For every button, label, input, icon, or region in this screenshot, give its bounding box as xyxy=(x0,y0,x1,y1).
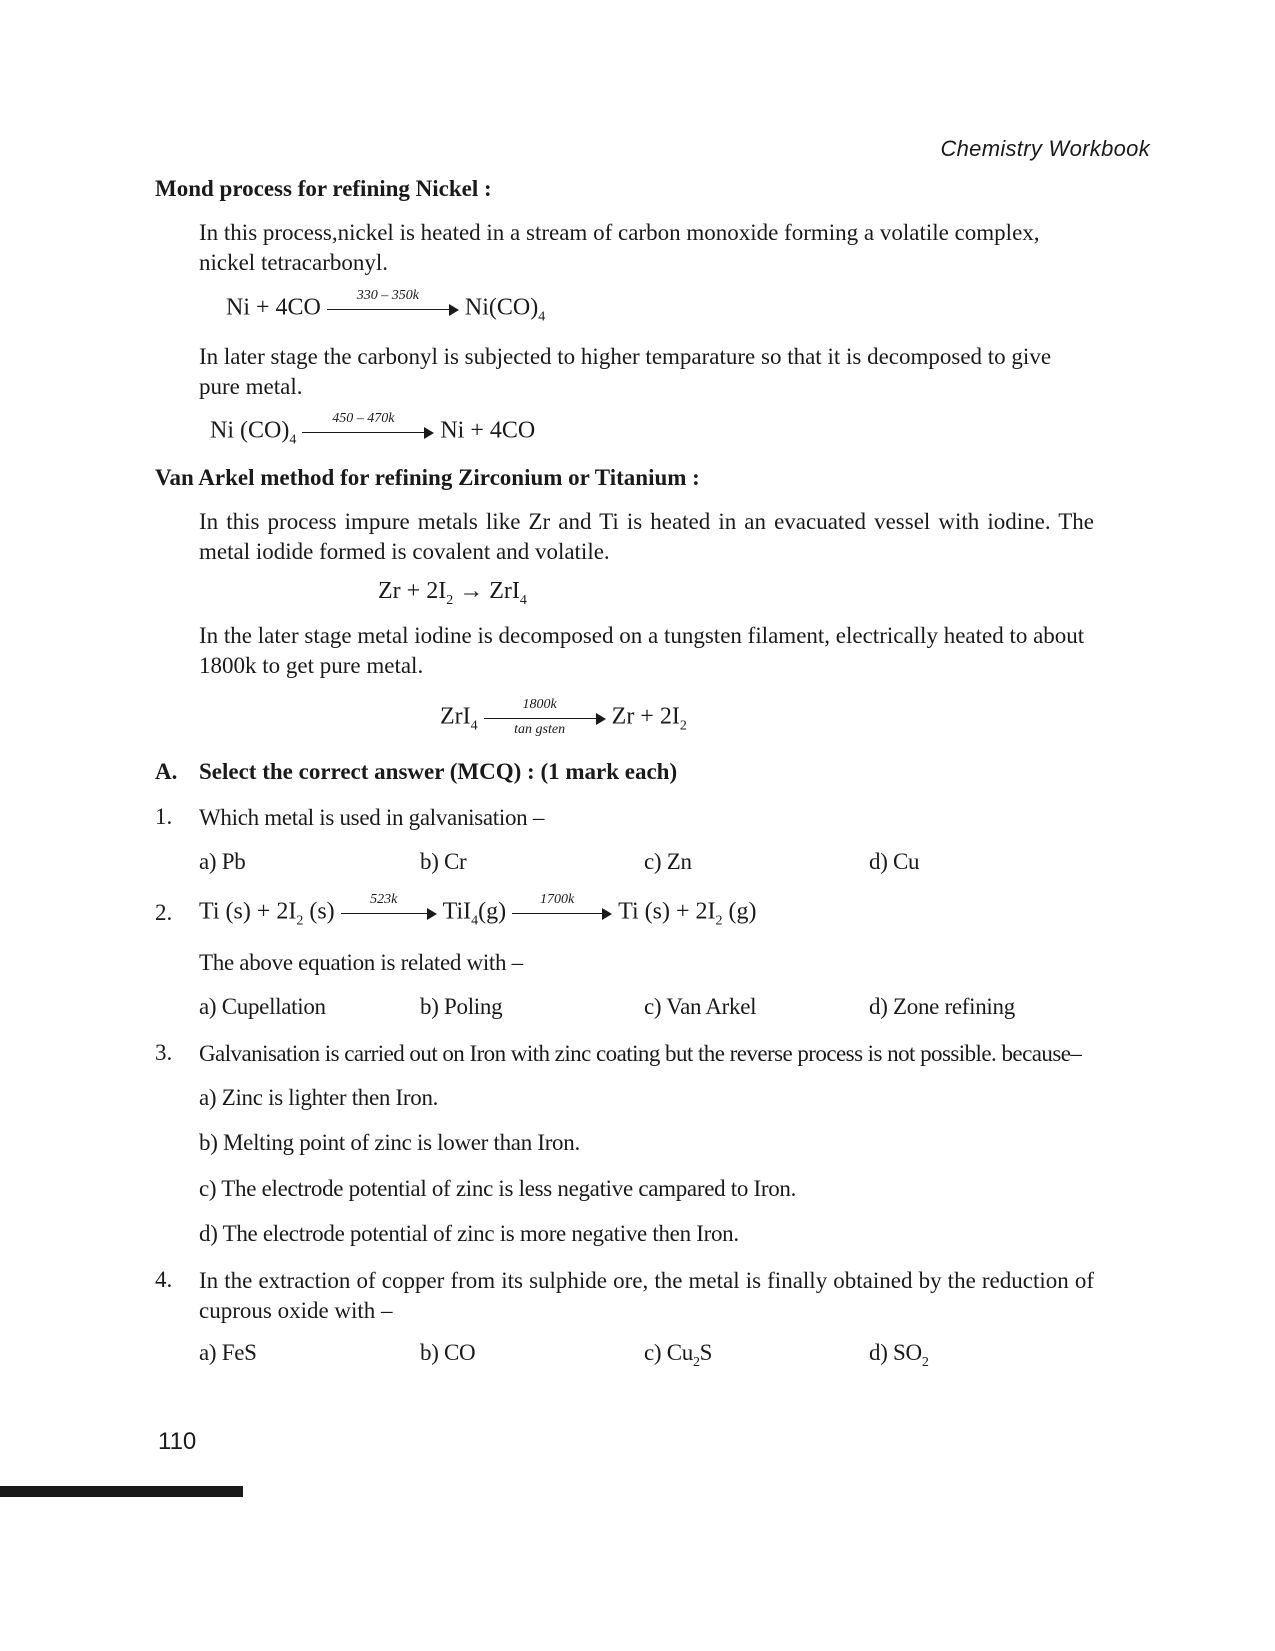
arrow-condition: 523k xyxy=(370,892,398,907)
question-text: Which metal is used in galvanisation – xyxy=(199,805,545,830)
reaction-arrow xyxy=(512,892,612,928)
eq-lhs-subscript: 4 xyxy=(470,718,478,734)
option-b: b) Cr xyxy=(420,849,467,874)
eq-lhs-subscript: 2 xyxy=(446,593,454,608)
option-b: b) Poling xyxy=(420,994,503,1019)
reaction-arrow xyxy=(302,411,434,447)
eq-part: (g) xyxy=(478,898,507,925)
eq-rhs: Ni + 4CO xyxy=(440,417,536,444)
eq-rhs-subscript: 4 xyxy=(538,309,546,325)
option-c xyxy=(644,1340,713,1370)
option-b xyxy=(420,1340,475,1366)
question-number: 3. xyxy=(155,1040,173,1065)
page-number: 110 xyxy=(158,1428,197,1455)
eq-part: Ti (s) + 2I xyxy=(618,898,716,925)
eq-rhs-subscript: 2 xyxy=(679,718,687,734)
option-a: a) Pb xyxy=(199,849,246,874)
option-b: b) Melting point of zinc is lower than Iron. xyxy=(199,1130,580,1155)
eq-part: Ti (s) + 2I xyxy=(199,898,297,925)
eq-lhs: Ni (CO) xyxy=(210,417,290,444)
option-d: d) The electrode potential of zinc is more negative then Iron. xyxy=(199,1221,739,1246)
option-c: c) Van Arkel xyxy=(644,994,757,1019)
mond-para-2: In later stage the carbonyl is subjected to higher temparature so that it is decomposed to give pure metal. xyxy=(199,344,1052,399)
eq-lhs: ZrI xyxy=(440,703,471,730)
arrow-condition-bottom: tan gsten xyxy=(514,722,566,737)
question-text: Galvanisation is carried out on Iron with zinc coating but the reverse process is not possible. because– xyxy=(199,1041,1082,1066)
vanarkel-equation-1 xyxy=(378,578,527,608)
eq-subscript: 2 xyxy=(715,913,723,929)
eq-part: (g) xyxy=(722,898,757,925)
vanarkel-para-2: In the later stage metal iodine is decomposed on a tungsten filament, electrically heated to about 1800k to get pure metal. xyxy=(199,623,1085,678)
vanarkel-para-1: In this process impure metals like Zr and Ti is heated in an evacuated vessel with iodine. The metal iodide formed is covalent and volatile. xyxy=(199,509,1094,564)
eq-part: TiI xyxy=(442,898,472,925)
question-text: The above equation is related with – xyxy=(199,950,523,975)
eq-rhs-subscript: 4 xyxy=(519,593,527,608)
question-equation xyxy=(199,892,757,929)
option-c: c) The electrode potential of zinc is less negative campared to Iron. xyxy=(199,1176,797,1201)
question-number: 1. xyxy=(155,804,173,829)
eq-lhs: Ni + 4CO xyxy=(226,294,321,321)
section-title: Select the correct answer (MCQ) : (1 mark each) xyxy=(199,759,678,784)
question-text: In the extraction of copper from its sulphide ore, the metal is finally obtained by the reduction of cuprous oxide with – xyxy=(199,1268,1094,1323)
arrow-condition: 450 – 470k xyxy=(332,411,395,426)
eq-subscript: 4 xyxy=(471,913,479,929)
eq-rhs: Zr + 2I xyxy=(611,703,680,730)
question-number: 2. xyxy=(155,900,173,925)
vanarkel-heading: Van Arkel method for refining Zirconium or Titanium : xyxy=(155,465,700,490)
eq-subscript: 2 xyxy=(296,913,304,929)
option-a: a) Cupellation xyxy=(199,994,326,1019)
page-header: Chemistry Workbook xyxy=(940,136,1150,161)
option-subscript: 2 xyxy=(921,1355,929,1370)
vanarkel-equation-2 xyxy=(440,697,687,737)
mond-equation-2 xyxy=(210,411,536,448)
option-label: a) FeS xyxy=(199,1340,257,1365)
mond-heading: Mond process for refining Nickel : xyxy=(155,176,492,201)
mond-para-1: In this process,nickel is heated in a stream of carbon monoxide forming a volatile complex, nickel tetracarbonyl. xyxy=(199,220,1040,275)
reaction-arrow xyxy=(327,288,459,324)
option-label: d) SO xyxy=(869,1340,922,1365)
option-d: d) Zone refining xyxy=(869,994,1015,1019)
option-subscript: 2 xyxy=(692,1355,700,1370)
section-letter: A. xyxy=(155,759,178,784)
question-number: 4. xyxy=(155,1267,173,1292)
arrow-condition-top: 1800k xyxy=(522,697,557,712)
footer-bar xyxy=(0,1486,243,1497)
option-label: c) Cu xyxy=(644,1340,693,1365)
option-d: d) Cu xyxy=(869,849,920,874)
mond-equation-1 xyxy=(226,288,546,325)
arrow-condition: 330 – 350k xyxy=(356,288,419,303)
eq-lhs-subscript: 4 xyxy=(289,432,297,448)
option-d xyxy=(869,1340,929,1370)
eq-part: (s) xyxy=(303,898,335,925)
arrow-condition: 1700k xyxy=(540,892,575,907)
reaction-arrow: → xyxy=(459,578,484,604)
option-label-end: S xyxy=(699,1340,713,1365)
eq-rhs: Ni(CO) xyxy=(464,294,539,321)
eq-lhs: Zr + 2I xyxy=(378,578,447,604)
option-c: c) Zn xyxy=(644,849,692,874)
reaction-arrow xyxy=(341,892,437,928)
reaction-arrow xyxy=(484,697,606,737)
option-a xyxy=(199,1340,257,1366)
option-label: b) CO xyxy=(420,1340,476,1365)
eq-rhs: ZrI xyxy=(489,578,520,604)
option-a: a) Zinc is lighter then Iron. xyxy=(199,1085,439,1110)
